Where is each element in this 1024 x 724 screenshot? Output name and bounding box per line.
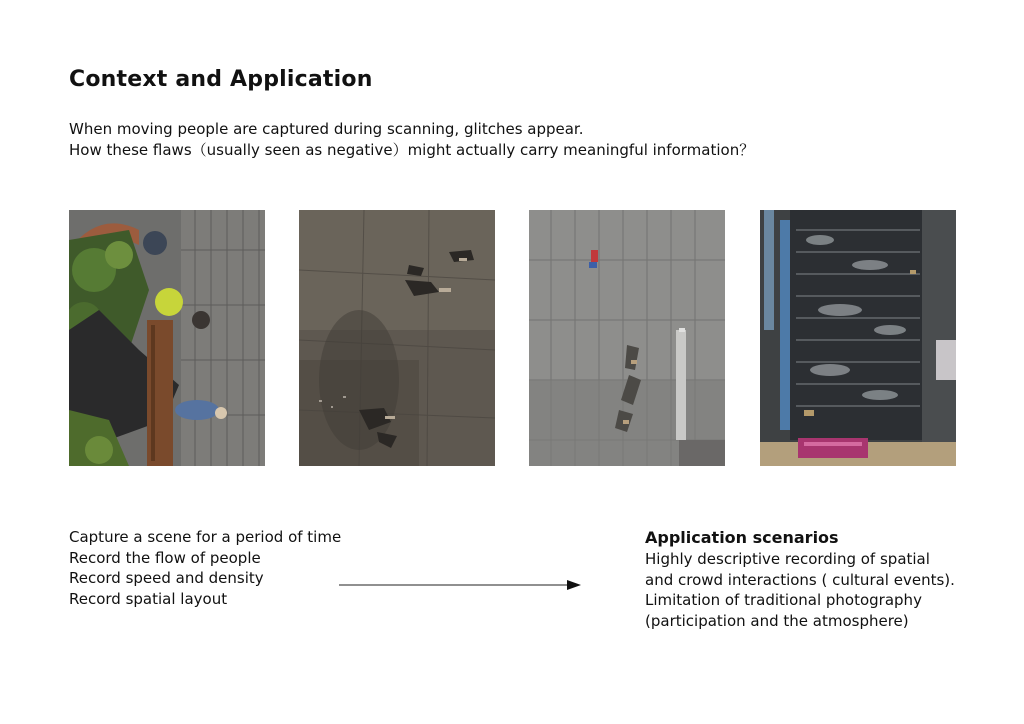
scenario-line: Highly descriptive recording of spatial bbox=[645, 550, 930, 568]
page-title: Context and Application bbox=[69, 67, 373, 92]
scan-image-1 bbox=[69, 210, 265, 466]
intro-line-2: How these flaws（usually seen as negative）might actually carry meaningful information？ bbox=[69, 140, 755, 159]
arrow-right-icon bbox=[339, 577, 583, 591]
scan-image-3 bbox=[529, 210, 725, 466]
capture-list bbox=[69, 527, 341, 609]
scan-image-2 bbox=[299, 210, 495, 466]
scenario-line: and crowd interactions ( cultural events). bbox=[645, 570, 955, 589]
list-item: Record the flow of people bbox=[69, 548, 261, 567]
scenarios-heading: Application scenarios bbox=[645, 528, 839, 547]
scenario-line: (participation and the atmosphere) bbox=[645, 611, 909, 630]
scan-image-4 bbox=[760, 210, 956, 466]
list-item: Capture a scene for a period of time bbox=[69, 528, 342, 546]
scenario-line: Limitation of traditional photography bbox=[645, 591, 922, 609]
application-scenarios bbox=[645, 528, 955, 631]
list-item: Record speed and density bbox=[69, 569, 264, 587]
list-item: Record spatial layout bbox=[69, 589, 228, 608]
intro-text bbox=[69, 119, 754, 160]
intro-line-1: When moving people are captured during scanning, glitches appear. bbox=[69, 120, 584, 138]
